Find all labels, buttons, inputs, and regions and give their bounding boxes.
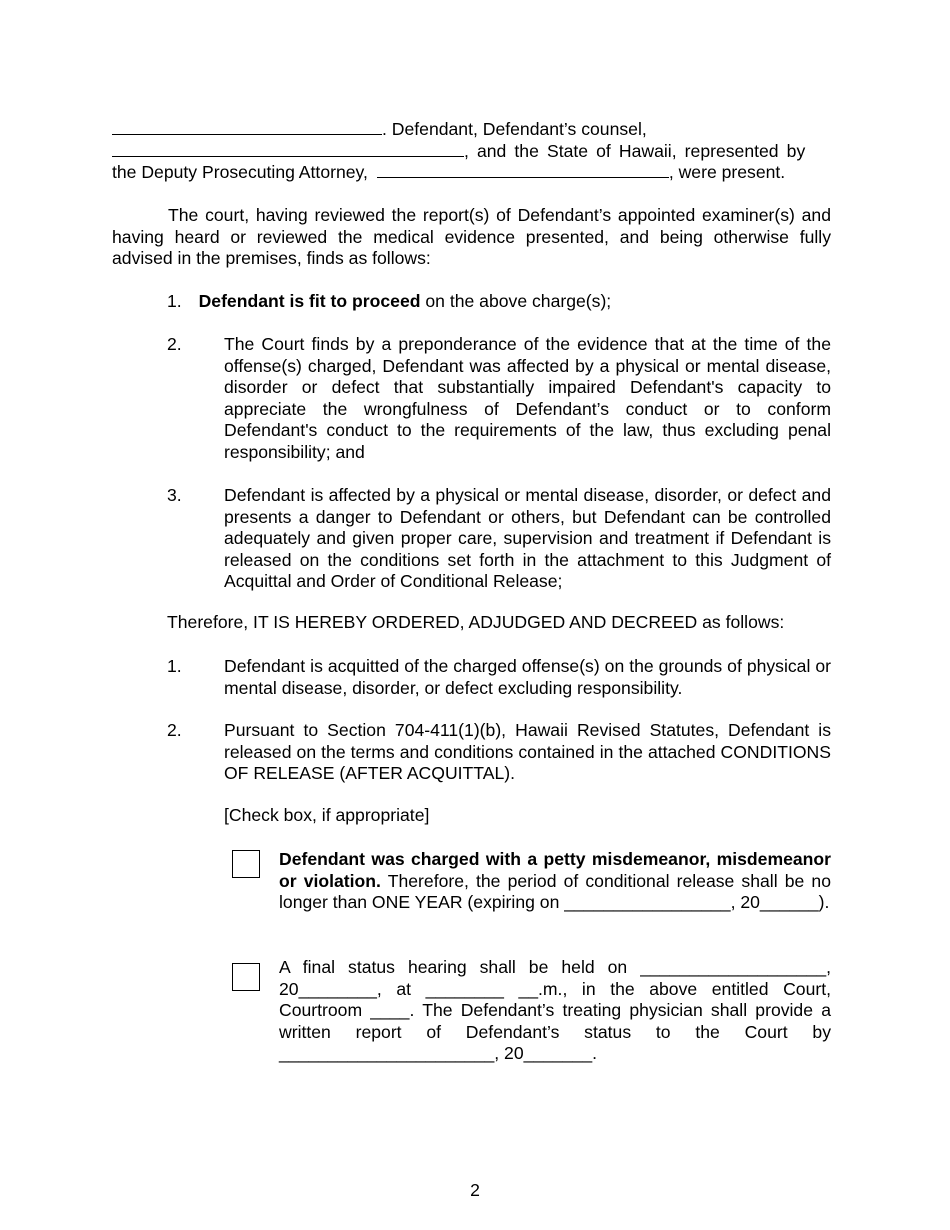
- finding-3-number: 3.: [167, 485, 182, 505]
- attendance-line-1: [112, 119, 832, 141]
- finding-1-number: 1.: [167, 291, 182, 311]
- attendance-line-2: [112, 141, 832, 163]
- attendance-line-2-text: , and the State of Hawaii, represented by: [464, 141, 806, 161]
- counsel-name-blank[interactable]: [112, 141, 464, 157]
- page-number: 2: [470, 1180, 480, 1200]
- checkbox-petty-misdemeanor[interactable]: [232, 850, 260, 878]
- finding-3-text: Defendant is affected by a physical or mental disease, disorder, or defect and presents a danger to Defendant or others, but Defendant can be controlled adequately and given proper care, supervision and treatment if Defendant is released on the conditions set forth in the attachment to this Judgment of Acquittal and Order of Conditional Release;: [224, 485, 831, 592]
- attendance-line-3: [112, 162, 832, 184]
- checkbox-1-text: [279, 849, 831, 914]
- order-2-text: Pursuant to Section 704-411(1)(b), Hawaii Revised Statutes, Defendant is released on the terms and conditions contained in the attached CONDITIONS OF RELEASE (AFTER ACQUITTAL).: [224, 720, 831, 784]
- attendance-line-1-text: . Defendant, Defendant’s counsel,: [382, 119, 647, 139]
- intro-paragraph: The court, having reviewed the report(s) of Defendant’s appointed examiner(s) and having heard or reviewed the medical evidence presented, and being otherwise fully advised in the premises, finds as follows:: [112, 205, 831, 269]
- checkbox-1-body: Therefore, the period of conditional release shall be no longer than ONE YEAR (expiring on _________________, 20______).: [279, 870, 831, 913]
- order-intro: Therefore, IT IS HEREBY ORDERED, ADJUDGED AND DECREED as follows:: [167, 612, 785, 632]
- defendant-name-blank[interactable]: [112, 119, 382, 135]
- finding-2-number: 2.: [167, 334, 182, 354]
- checkbox-1-bold: Defendant was charged with a petty misdemeanor, misdemeanor or violation.: [279, 849, 831, 891]
- checkbox-2-text: A final status hearing shall be held on ___________________, 20________, at ________ __.m., in the above entitled Court, Courtroom ____. The Defendant’s treating physician shall provide a written report of Defendant’s status to the Court by ______________________, 20_______.: [279, 957, 831, 1064]
- check-instruction: [Check box, if appropriate]: [224, 805, 430, 825]
- order-1-number: 1.: [167, 656, 182, 676]
- finding-1: [167, 291, 831, 313]
- order-1-text: Defendant is acquitted of the charged offense(s) on the grounds of physical or mental disease, disorder, or defect excluding responsibility.: [224, 656, 831, 698]
- finding-1-bold: Defendant is fit to proceed: [198, 291, 421, 311]
- checkbox-final-status-hearing[interactable]: [232, 963, 260, 991]
- order-2-number: 2.: [167, 720, 182, 740]
- finding-1-text: on the above charge(s);: [420, 291, 612, 311]
- finding-2-text: The Court finds by a preponderance of the evidence that at the time of the offense(s) charged, Defendant was affected by a physical or mental disease, disorder or defect that substantially impaired Defendant's capacity to appreciate the wrongfulness of Defendant’s conduct or to conform Defendant's conduct to the requirements of the law, thus excluding penal responsibility; and: [224, 334, 831, 462]
- attendance-line-3-prefix: the Deputy Prosecuting Attorney,: [112, 162, 368, 182]
- attendance-line-3-suffix: , were present.: [668, 162, 786, 182]
- prosecutor-name-blank[interactable]: [377, 162, 669, 178]
